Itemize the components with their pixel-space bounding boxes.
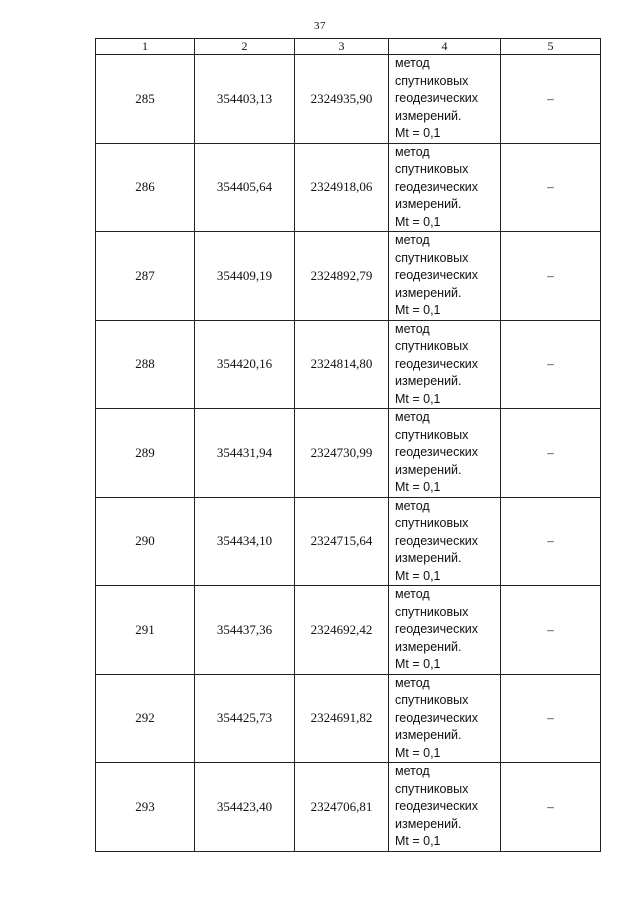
note-cell: –	[501, 497, 601, 586]
page-number: 37	[314, 20, 326, 32]
x-coordinate-cell: 354420,16	[195, 320, 295, 409]
note-cell: –	[501, 143, 601, 232]
point-number-cell: 287	[96, 232, 195, 321]
method-line: спутниковых	[395, 250, 469, 265]
column-header-3: 3	[295, 39, 389, 55]
x-coordinate-cell: 354409,19	[195, 232, 295, 321]
method-line: измерений.	[395, 462, 462, 477]
method-line: метод	[395, 56, 430, 70]
column-header-5: 5	[501, 39, 601, 55]
column-header-2: 2	[195, 39, 295, 55]
method-cell	[389, 497, 501, 586]
method-line: Mt = 0,1	[395, 568, 441, 583]
method-line: спутниковых	[395, 427, 469, 442]
method-line: геодезических	[395, 268, 479, 282]
note-cell: –	[501, 409, 601, 498]
method-line: метод	[395, 587, 430, 601]
method-cell	[389, 320, 501, 409]
note-cell: –	[501, 320, 601, 409]
method-line: Mt = 0,1	[395, 657, 441, 671]
method-line: спутниковых	[395, 604, 469, 619]
method-line: измерений.	[395, 285, 462, 300]
method-line: геодезических	[395, 179, 479, 194]
method-line: геодезических	[395, 710, 479, 725]
method-line: спутниковых	[395, 162, 469, 176]
method-cell	[389, 409, 501, 498]
table-row	[96, 143, 601, 232]
point-number-cell: 292	[96, 674, 195, 763]
method-line: Mt = 0,1	[395, 834, 441, 848]
point-number-cell: 285	[96, 55, 195, 144]
method-line: Mt = 0,1	[395, 480, 441, 494]
method-line: измерений.	[395, 728, 462, 742]
point-number-cell: 291	[96, 586, 195, 675]
x-coordinate-cell: 354431,94	[195, 409, 295, 498]
method-line: метод	[395, 498, 430, 513]
method-cell	[389, 143, 501, 232]
table-body	[96, 55, 601, 852]
method-line: измерений.	[395, 551, 462, 565]
y-coordinate-cell: 2324691,82	[295, 674, 389, 763]
method-line: измерений.	[395, 639, 462, 654]
note-cell: –	[501, 55, 601, 144]
method-line: измерений.	[395, 816, 462, 831]
y-coordinate-cell: 2324715,64	[295, 497, 389, 586]
method-cell	[389, 232, 501, 321]
note-cell: –	[501, 232, 601, 321]
method-cell	[389, 763, 501, 852]
method-cell	[389, 55, 501, 144]
point-number-cell: 286	[96, 143, 195, 232]
y-coordinate-cell: 2324892,79	[295, 232, 389, 321]
method-line: измерений.	[395, 108, 462, 123]
y-coordinate-cell: 2324918,06	[295, 143, 389, 232]
method-line: геодезических	[395, 622, 479, 636]
table-header-row	[96, 39, 601, 55]
table-row	[96, 409, 601, 498]
method-line: геодезических	[395, 356, 479, 371]
x-coordinate-cell: 354437,36	[195, 586, 295, 675]
column-header-4: 4	[389, 39, 501, 55]
method-line: спутниковых	[395, 73, 469, 88]
y-coordinate-cell: 2324706,81	[295, 763, 389, 852]
table-row	[96, 55, 601, 144]
note-cell: –	[501, 674, 601, 763]
y-coordinate-cell: 2324814,80	[295, 320, 389, 409]
method-line: Mt = 0,1	[395, 391, 441, 406]
table-row	[96, 232, 601, 321]
method-line: метод	[395, 233, 430, 247]
y-coordinate-cell: 2324692,42	[295, 586, 389, 675]
point-number-cell: 289	[96, 409, 195, 498]
coordinates-table	[95, 38, 601, 852]
method-line: Mt = 0,1	[395, 214, 441, 229]
method-line: спутниковых	[395, 781, 469, 796]
x-coordinate-cell: 354425,73	[195, 674, 295, 763]
table-row	[96, 586, 601, 675]
method-line: Mt = 0,1	[395, 126, 441, 140]
table-row	[96, 763, 601, 852]
y-coordinate-cell: 2324730,99	[295, 409, 389, 498]
point-number-cell: 293	[96, 763, 195, 852]
x-coordinate-cell: 354405,64	[195, 143, 295, 232]
method-line: метод	[395, 410, 430, 424]
method-line: метод	[395, 144, 430, 159]
note-cell: –	[501, 586, 601, 675]
table-row	[96, 320, 601, 409]
table-row	[96, 674, 601, 763]
method-line: метод	[395, 764, 430, 778]
method-line: Mt = 0,1	[395, 745, 441, 760]
method-line: измерений.	[395, 197, 462, 211]
point-number-cell: 290	[96, 497, 195, 586]
method-line: геодезических	[395, 91, 479, 105]
y-coordinate-cell: 2324935,90	[295, 55, 389, 144]
point-number-cell: 288	[96, 320, 195, 409]
method-line: Mt = 0,1	[395, 303, 441, 317]
method-line: геодезических	[395, 799, 479, 813]
method-cell	[389, 674, 501, 763]
method-line: измерений.	[395, 374, 462, 388]
method-line: метод	[395, 321, 430, 336]
note-cell: –	[501, 763, 601, 852]
method-line: спутниковых	[395, 693, 469, 707]
method-line: спутниковых	[395, 516, 469, 530]
table-row	[96, 497, 601, 586]
method-line: метод	[395, 675, 430, 690]
method-line: геодезических	[395, 533, 479, 548]
method-cell	[389, 586, 501, 675]
column-header-1: 1	[96, 39, 195, 55]
method-line: спутниковых	[395, 339, 469, 353]
x-coordinate-cell: 354434,10	[195, 497, 295, 586]
x-coordinate-cell: 354403,13	[195, 55, 295, 144]
method-line: геодезических	[395, 445, 479, 459]
x-coordinate-cell: 354423,40	[195, 763, 295, 852]
